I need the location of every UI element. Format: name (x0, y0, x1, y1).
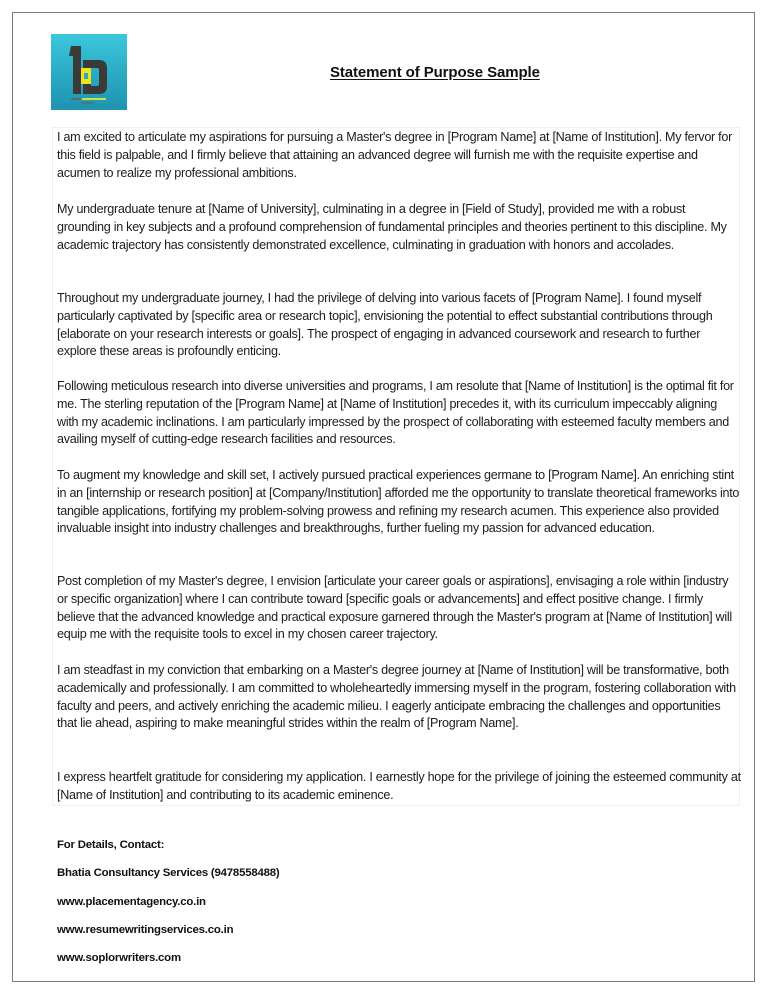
logo-accent-notch (84, 73, 88, 79)
contact-heading: For Details, Contact: (57, 839, 165, 851)
logo-caption-part2 (82, 98, 106, 100)
paragraph-career-goals: Post completion of my Master's degree, I envision [articulate your career goals or aspirations], envisaging a role within [industry or specific organization] where I can contribute toward [specific goals or advancements] and effect positive change. I firmly believe that the advanced knowledge and practical exposure garnered through the Master's program at [Name of Institution] will equip me with the requisite tools to excel in my chosen career trajectory. (57, 574, 732, 642)
paragraph-institution-fit: Following meticulous research into diverse universities and programs, I am resolute that [Name of Institution] is the optimal fit for me. The sterling reputation of the [Program Name] at [Name of Institution] precedes it, with its curriculum impeccably aligning with my academic inclinations. I am particularly impressed by the prospect of collaborating with esteemed faculty members and availing myself of cutting-edge research facilities and resources. (57, 379, 734, 447)
paragraph-conviction: I am steadfast in my conviction that embarking on a Master's degree journey at [Name of Institution] will be transformative, both academically and professionally. I am committed to wholeheartedly immersing myself in the program, fostering collaboration with faculty and peers, and actively enriching the academic milieu. I eagerly anticipate embracing the challenges and opportunities that lie ahead, aspiring to make meaningful strides within the realm of [Program Name]. (57, 663, 736, 731)
link-placementagency[interactable]: www.placementagency.co.in (57, 896, 206, 908)
logo-stem-shape (69, 46, 81, 94)
page-title: Statement of Purpose Sample (330, 64, 540, 81)
paragraph-gratitude: I express heartfelt gratitude for considering my application. I earnestly hope for the privilege of joining the esteemed community at [Name of Institution] and contributing to its academic eminence. (57, 770, 741, 802)
paragraph-undergraduate: My undergraduate tenure at [Name of University], culminating in a degree in [Field of Study], provided me with a robust grounding in key subjects and a profound comprehension of fundamental principles and theories pertinent to this discipline. My academic trajectory has consistently demonstrated excellence, culminating in graduation with honors and accolades. (57, 202, 727, 252)
logo-caption-line2 (81, 102, 93, 104)
paragraph-intro: I am excited to articulate my aspirations for pursuing a Master's degree in [Program Name] at [Name of Institution]. My fervor for this field is palpable, and I firmly believe that attaining an advanced degree will furnish me with the requisite expertise and acumen to realize my professional ambitions. (57, 130, 733, 180)
bhatia-consultancy-logo-icon (51, 34, 127, 110)
paragraph-practical-experience: To augment my knowledge and skill set, I actively pursued practical experiences germane to [Program Name]. An enriching stint in an [internship or research position] at [Company/Institution] afforded me the opportunity to translate theoretical frameworks into tangible applications, fortifying my problem-solving prowess and refining my research acumen. This experience also provided invaluable insight into industry challenges and breakthroughs, further fueling my passion for advanced education. (57, 468, 740, 536)
logo-caption-part1 (71, 98, 81, 100)
link-resumewritingservices[interactable]: www.resumewritingservices.co.in (57, 924, 234, 936)
link-soplorwriters[interactable]: www.soplorwriters.com (57, 952, 181, 964)
logo-mark-icon (51, 34, 127, 110)
paragraph-research-interests: Throughout my undergraduate journey, I had the privilege of delving into various facets of [Program Name]. I found myself particularly captivated by [specific area or research topic], envisioning the potential to effect substantial contributions through [elaborate on your research interests or goals]. The prospect of engaging in advanced coursework and research to further explore these areas is profoundly enticing. (57, 291, 713, 359)
contact-company: Bhatia Consultancy Services (9478558488) (57, 867, 280, 879)
